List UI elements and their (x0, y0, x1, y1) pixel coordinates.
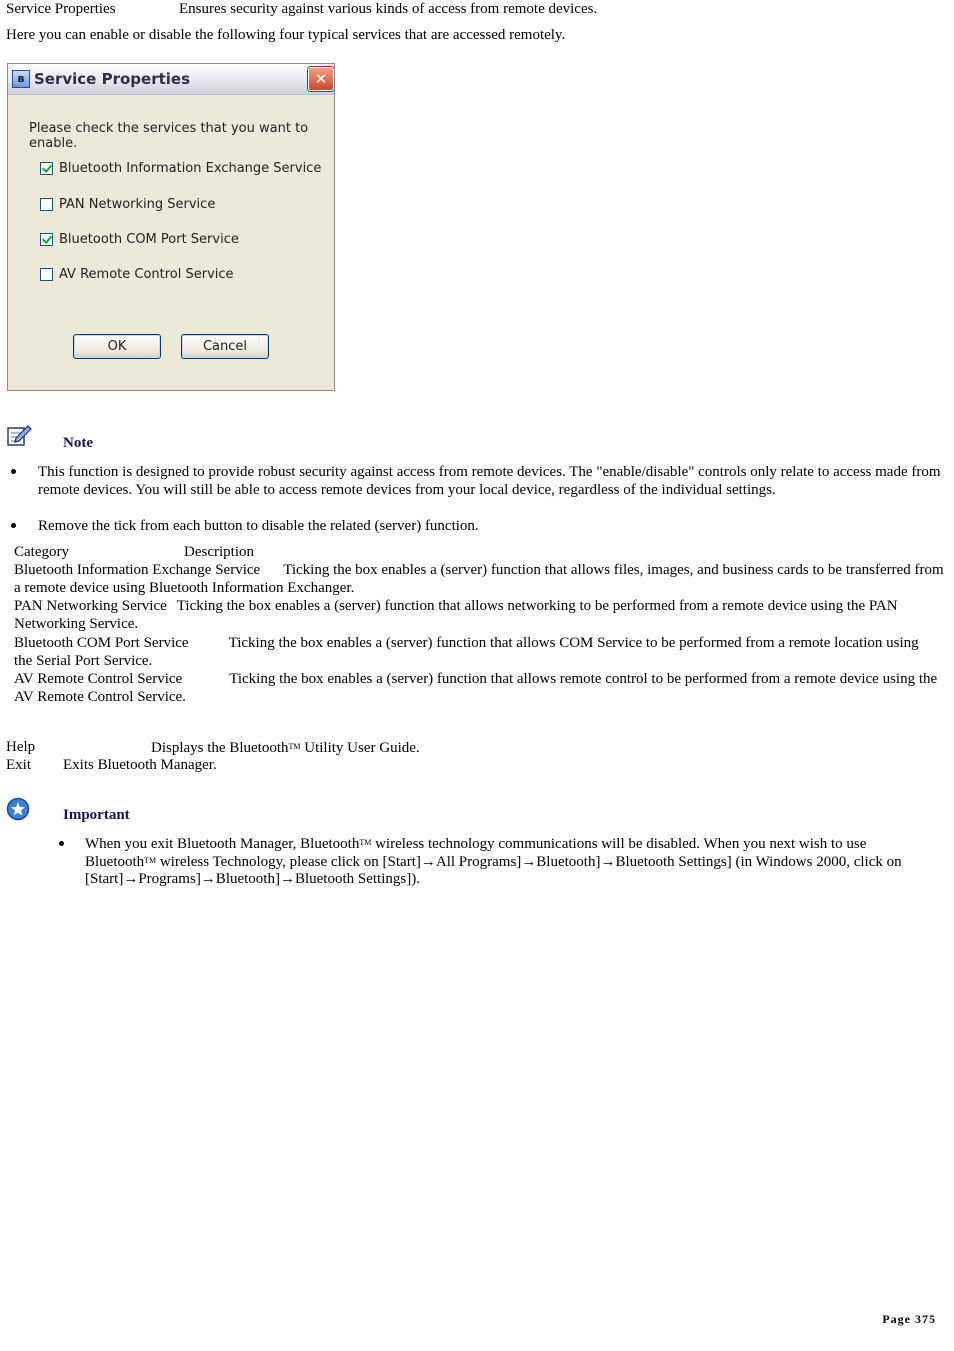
row-description: Ticking the box enables a (server) function that allows remote control to be performed from a remote device using the AV Remote Control Service. (14, 671, 938, 705)
bullet-icon (11, 469, 16, 474)
dialog-titlebar (8, 64, 334, 95)
ok-button[interactable]: OK (73, 334, 161, 359)
table-row (14, 634, 939, 670)
note-bullet-1: This function is designed to provide robust security against access from remote devices. The "enable/disable" controls only relate to access made from remote devices. You will still be able to access remote devices from your local device, regardless of the individual settings. (38, 464, 941, 498)
table-row (14, 670, 939, 706)
checkbox-label: AV Remote Control Service (59, 267, 234, 282)
important-star-icon (6, 797, 30, 821)
table-header-category: Category (14, 544, 69, 560)
term-service-properties: Service Properties (6, 1, 116, 17)
checkbox-label: PAN Networking Service (59, 197, 216, 212)
check-icon (42, 233, 52, 244)
table-row (14, 597, 948, 633)
checkbox[interactable] (40, 162, 53, 175)
important-line-3: [Start]→Programs]→Bluetooth]→Bluetooth Settings]). (85, 871, 420, 887)
row-description: Ticking the box enables a (server) function that allows files, images, and business cards to be transferred from a remote device using Bluetooth Information Exchanger. (14, 562, 944, 596)
important-heading: Important (63, 807, 130, 823)
checkbox[interactable] (40, 233, 53, 246)
check-icon (42, 162, 52, 173)
term-exit-desc: Exits Bluetooth Manager. (63, 757, 217, 773)
note-bullet-2: Remove the tick from each button to disable the related (server) function. (38, 518, 479, 534)
row-description: Ticking the box enables a (server) function that allows networking to be performed from a remote device using the PAN Networking Service. (14, 598, 898, 632)
checkbox[interactable] (40, 268, 53, 281)
important-line-1: When you exit Bluetooth Manager, Bluetooth™ wireless technology communications will be disabled. When you next wish to use (85, 836, 867, 852)
page-number: Page 375 (882, 1312, 936, 1326)
row-category: PAN Networking Service (14, 598, 167, 614)
note-heading: Note (63, 435, 93, 451)
close-icon: ✕ (314, 70, 328, 88)
row-category: Bluetooth Information Exchange Service (14, 562, 261, 578)
close-button[interactable] (308, 67, 334, 91)
term-exit: Exit (6, 757, 31, 773)
cancel-button[interactable]: Cancel (181, 334, 269, 359)
dialog-prompt: Please check the services that you want to enable. (29, 121, 309, 151)
note-pencil-icon (6, 423, 32, 447)
row-category: Bluetooth COM Port Service (14, 635, 189, 651)
checkbox-label: Bluetooth COM Port Service (59, 232, 239, 247)
row-category: AV Remote Control Service (14, 671, 183, 687)
important-line-2: Bluetooth™ wireless Technology, please click on [Start]→All Programs]→Bluetooth]→Bluetooth Settings] (in Windows 2000, click on (85, 854, 902, 870)
bullet-icon (11, 523, 16, 528)
term-help: Help (6, 739, 36, 755)
term-service-properties-desc: Ensures security against various kinds of access from remote devices. (179, 1, 598, 17)
table-header-description: Description (184, 544, 254, 560)
intro-text: Here you can enable or disable the following four typical services that are accessed remotely. (6, 27, 566, 43)
row-description: Ticking the box enables a (server) function that allows COM Service to be performed from a remote location using the Serial Port Service. (14, 635, 919, 669)
service-properties-dialog (7, 63, 335, 391)
table-row (14, 561, 944, 597)
checkbox[interactable] (40, 198, 53, 211)
dialog-title: Service Properties (34, 70, 190, 88)
bullet-icon (59, 841, 64, 846)
checkbox-label: Bluetooth Information Exchange Service (59, 161, 322, 176)
bluetooth-app-icon: ʙ (12, 70, 30, 88)
term-help-desc: Displays the Bluetooth™ Utility User Guide. (151, 740, 420, 756)
